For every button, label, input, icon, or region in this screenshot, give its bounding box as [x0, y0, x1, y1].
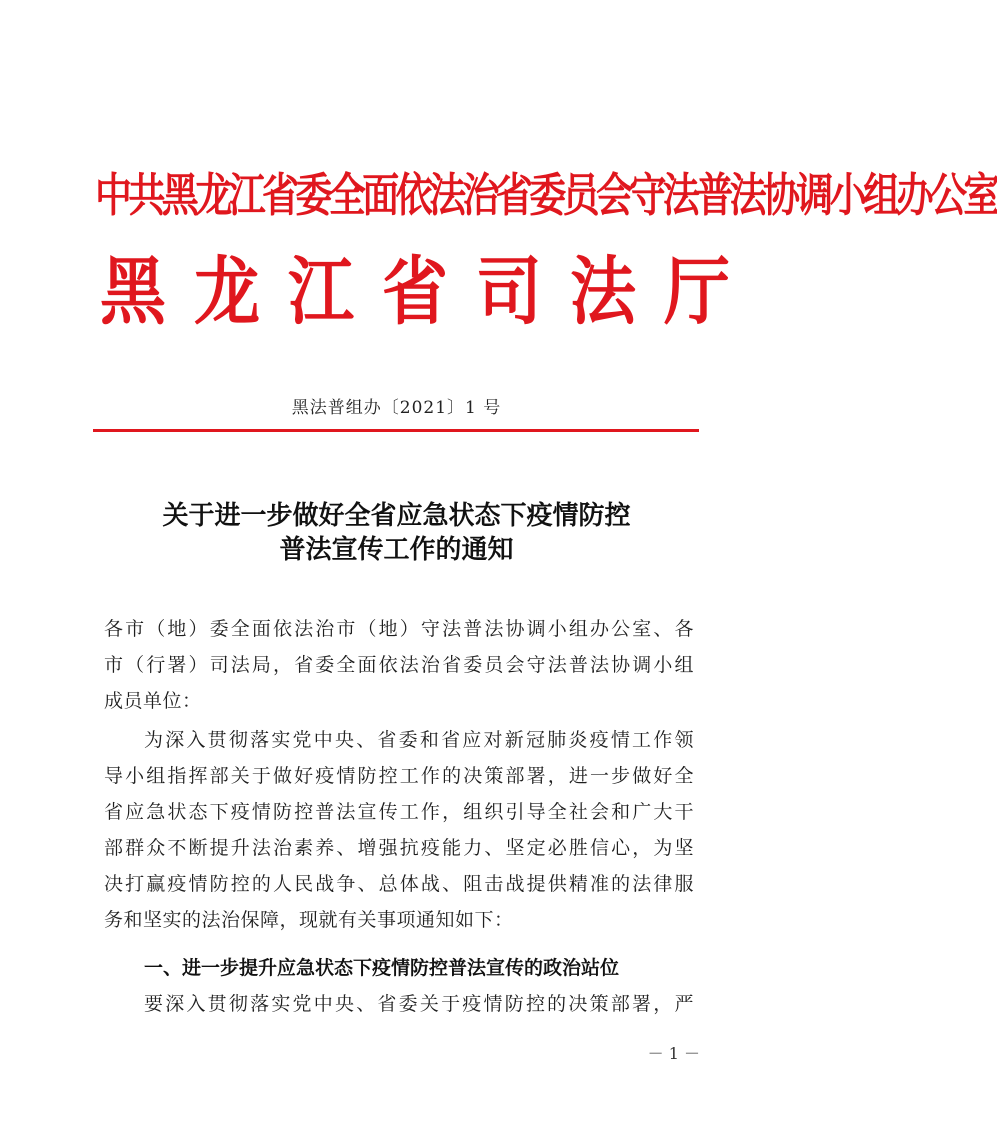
red-divider-line: [93, 429, 699, 432]
document-number: 黑法普组办〔2021〕1 号: [291, 398, 502, 418]
paragraph-line: 导小组指挥部关于做好疫情防控工作的决策部署，进一步做好全: [104, 765, 694, 787]
paragraph-line: 省应急状态下疫情防控普法宣传工作，组织引导全社会和广大干: [104, 801, 694, 823]
letterhead-org-line2: 黑龙江省司法厅: [100, 247, 758, 335]
paragraph-line: 决打赢疫情防控的人民战争、总体战、阻击战提供精准的法律服: [104, 873, 694, 895]
addressee-line: 成员单位：: [104, 690, 202, 712]
section-heading: 一、进一步提升应急状态下疫情防控普法宣传的政治站位: [144, 957, 620, 979]
paragraph-line: 要深入贯彻落实党中央、省委关于疫情防控的决策部署，严: [144, 993, 694, 1015]
paragraph-line: 务和坚实的法治保障，现就有关事项通知如下：: [104, 909, 514, 931]
document-title-line1: 关于进一步做好全省应急状态下疫情防控: [162, 501, 631, 531]
paragraph-line: 部群众不断提升法治素养、增强抗疫能力、坚定必胜信心，为坚: [104, 837, 694, 859]
letterhead-org-line1: 中共黑龙江省委全面依法治省委员会守法普法协调小组办公室: [95, 168, 997, 223]
paragraph-line: 为深入贯彻落实党中央、省委和省应对新冠肺炎疫情工作领: [144, 729, 694, 751]
document-title-line2: 普法宣传工作的通知: [279, 535, 514, 565]
addressee-line: 市（行署）司法局，省委全面依法治省委员会守法普法协调小组: [104, 654, 694, 676]
page-number: － 1 －: [647, 1044, 700, 1063]
addressee-line: 各市（地）委全面依法治市（地）守法普法协调小组办公室、各: [104, 618, 694, 640]
